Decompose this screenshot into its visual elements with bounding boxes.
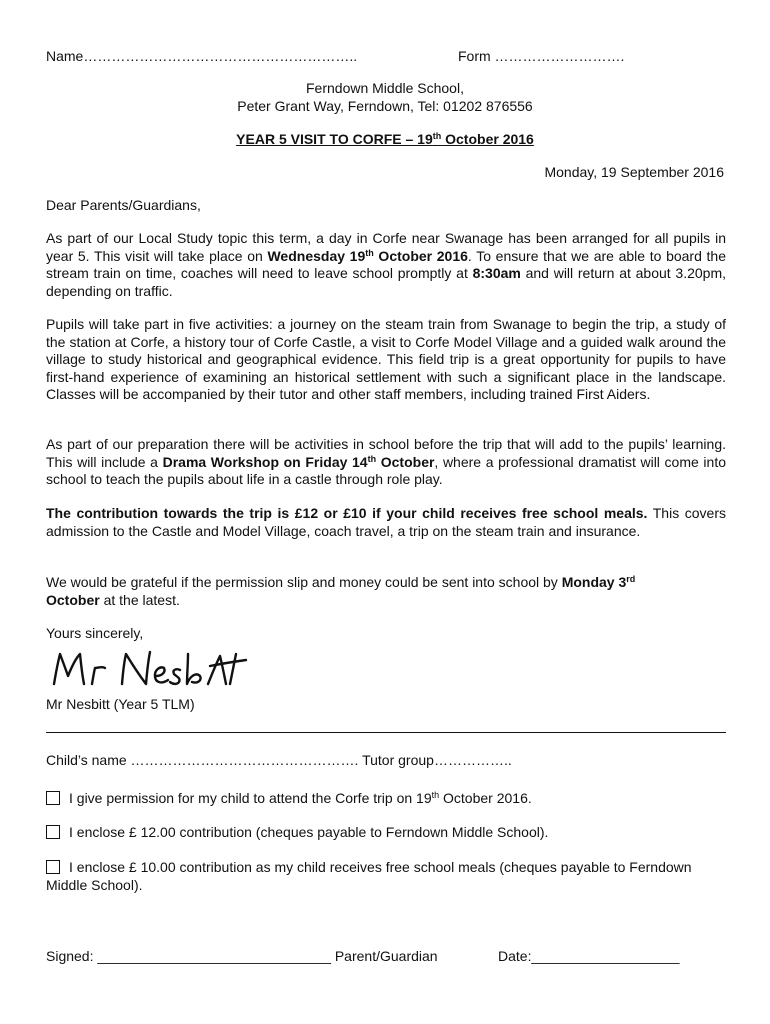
- name-field: Name…………………………………………………..: [46, 48, 358, 64]
- permission-label: I give permission for my child to attend the Corfe trip on 19: [69, 790, 432, 806]
- paragraph-4: [46, 505, 726, 540]
- signatory: Mr Nesbitt (Year 5 TLM): [46, 696, 195, 712]
- title-sup: th: [432, 131, 442, 141]
- p1-time-bold: 8:30am: [472, 265, 521, 281]
- permission-sup: th: [431, 790, 440, 800]
- date-field: Date:___________________: [498, 948, 680, 964]
- p3-text: As part of our preparation there will be activities in school before the trip that will add to the pupils’ learning. This will include a: [46, 436, 726, 470]
- p3-bold-end: October: [376, 453, 435, 470]
- paragraph-5: [46, 574, 726, 609]
- permission-checkbox[interactable]: [46, 791, 60, 805]
- salutation: Dear Parents/Guardians,: [46, 197, 201, 213]
- p5-text-2: at the latest.: [99, 591, 180, 608]
- p1-text: As part of our Local Study topic this term, a day in Corfe near Swanage has been arranged for all pupils in year 5. This visit will take place on: [46, 230, 726, 264]
- paragraph-3: [46, 436, 726, 489]
- closing: Yours sincerely,: [46, 625, 144, 641]
- p1-text-2: . To ensure that we are able to board the stream train on time, coaches will need to leave school promptly at: [46, 247, 727, 281]
- school-address: Peter Grant Way, Ferndown, Tel: 01202 876556: [237, 98, 533, 114]
- signature-image: [50, 644, 250, 694]
- p3-sup: th: [367, 453, 377, 464]
- title-text-end: October 2016: [441, 131, 534, 147]
- p3-text-2: , where a professional dramatist will come into school to teach the pupils about life in a castle through role play.: [46, 453, 726, 487]
- p4-text: This covers admission to the Castle and Model Village, coach travel, a trip on the steam train and insurance.: [46, 505, 726, 539]
- p1-date-bold-end: October 2016: [373, 247, 468, 264]
- p1-date-bold: Wednesday 19: [267, 247, 366, 264]
- p1-sup: th: [365, 247, 374, 258]
- child-name-field: Child’s name …………………………………………. Tutor group……………..: [46, 752, 512, 768]
- contribution-10-checkbox[interactable]: [46, 860, 60, 874]
- title-text: YEAR 5 VISIT TO CORFE – 19: [236, 131, 433, 147]
- option-permission[interactable]: [46, 790, 532, 806]
- tear-off-divider: [46, 732, 726, 733]
- p5-text: We would be grateful if the permission slip and money could be sent into school by: [46, 574, 562, 590]
- contribution-10-label: I enclose £ 10.00 contribution as my child receives free school meals (cheques payable to Ferndown Middle School).: [46, 859, 692, 893]
- option-12-contribution[interactable]: [46, 824, 548, 840]
- p4-bold: The contribution towards the trip is £12 or £10 if your child receives free school meals.: [46, 505, 648, 521]
- p5-bold-2: October: [46, 591, 100, 608]
- letter-title: [0, 131, 770, 147]
- contribution-12-checkbox[interactable]: [46, 825, 60, 839]
- paragraph-1: [46, 230, 726, 300]
- p3-bold: Drama Workshop on Friday 14: [162, 453, 368, 470]
- p5-bold: Monday 3: [561, 574, 627, 590]
- contribution-12-label: I enclose £ 12.00 contribution (cheques payable to Ferndown Middle School).: [69, 824, 549, 840]
- option-10-contribution[interactable]: [46, 859, 726, 894]
- form-field: Form ……………………….: [458, 48, 625, 64]
- paragraph-2: Pupils will take part in five activities: a journey on the steam train from Swanage to begin the trip, a study of the station at Corfe, a history tour of Corfe Castle, a visit to Corfe Model Village and a guided walk around the village to study historical and geographical evidence. This field trip is a great opportunity for pupils to have first-hand experience of examining an historical settlement with such a significant place in the landscape. Classes will be accompanied by their tutor and other staff members, including trained First Aiders.: [46, 316, 726, 402]
- signed-field: Signed: ______________________________ Parent/Guardian: [46, 948, 438, 964]
- school-name: Ferndown Middle School,: [306, 80, 464, 96]
- p1-text-3: and will return at about 3.20pm, depending on traffic.: [46, 265, 727, 299]
- letter-date: Monday, 19 September 2016: [544, 164, 724, 180]
- permission-label-end: October 2016.: [439, 790, 532, 806]
- p5-sup: rd: [626, 574, 636, 584]
